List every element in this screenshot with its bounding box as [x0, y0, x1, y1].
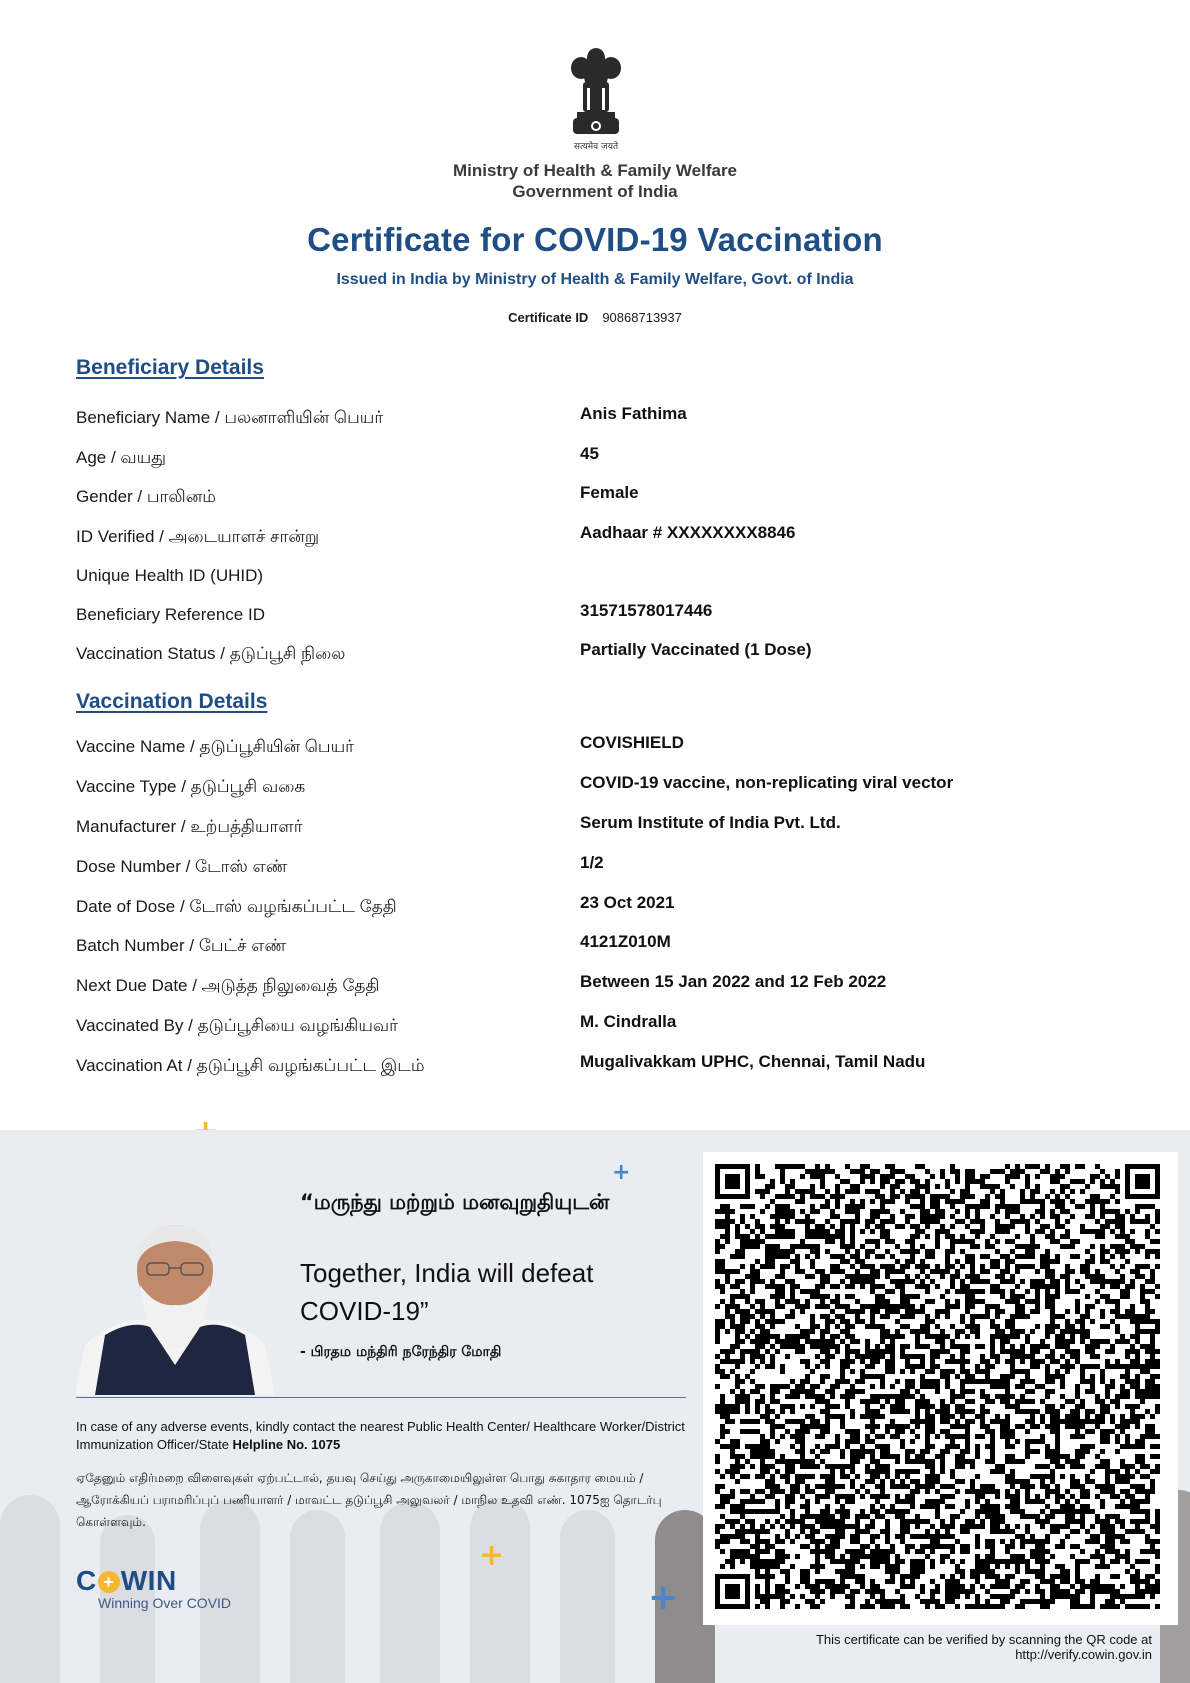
verification-url[interactable]: http://verify.cowin.gov.in	[1015, 1647, 1152, 1662]
national-emblem-icon	[565, 42, 627, 154]
ministry-name	[0, 160, 1190, 202]
emblem-motto: सत्यमेव जयते	[573, 142, 619, 152]
field-label: Age / வயது	[76, 448, 167, 467]
field-label: Vaccination At / தடுப்பூசி வழங்கப்பட்ட இடம்	[76, 1056, 425, 1075]
vaccination-details-heading: Vaccination Details	[76, 690, 268, 713]
field-label: Unique Health ID (UHID)	[76, 566, 264, 585]
verification-text: This certificate can be verified by scanning the QR code at	[815, 1632, 1152, 1647]
field-value: 45	[580, 444, 599, 463]
dose-number-row	[76, 853, 1136, 881]
certificate-subtitle: Issued in India by Ministry of Health & Family Welfare, Govt. of India	[336, 271, 854, 288]
age-row	[76, 444, 1136, 472]
beneficiary-details-heading: Beneficiary Details	[76, 356, 264, 379]
quote-attribution: - பிரதம மந்திரி நரேந்திர மோதி	[300, 1344, 502, 1360]
quote-tamil: “மருந்து மற்றும் மனவுறுதியுடன்	[300, 1190, 610, 1214]
field-label: Vaccine Type / தடுப்பூசி வகை	[76, 777, 306, 796]
field-value: Partially Vaccinated (1 Dose)	[580, 640, 812, 659]
vaccine-name-row	[76, 733, 1136, 761]
gender-row	[76, 483, 1136, 511]
qr-code-icon	[715, 1164, 1166, 1613]
verification-qr-code	[703, 1152, 1178, 1625]
ministry-line-1: Ministry of Health & Family Welfare	[452, 161, 738, 180]
field-label: Gender / பாலினம்	[76, 487, 216, 506]
adverse-events-notice-english	[76, 1418, 686, 1454]
manufacturer-row	[76, 813, 1136, 841]
id-verified-row	[76, 523, 1136, 551]
adverse-events-notice-tamil: ஏதேனும் எதிர்மறை விளைவுகள் ஏற்பட்டால், தயவு செய்து அருகாமையிலுள்ள பொது சுகாதார மையம் / ஆரோக்கியப் பராமரிப்புப் பணியாளர் / மாவட்ட தடுப்பூசி அலுவலர் / மாநில உதவி எண். 1075ஐ தொடர்பு கொள்ளவும்.	[76, 1471, 662, 1529]
batch-number-row	[76, 932, 1136, 960]
cowin-logo	[76, 1565, 231, 1611]
field-label: Beneficiary Reference ID	[76, 605, 265, 624]
vaccination-at-row	[76, 1052, 1136, 1080]
certificate-title: Certificate for COVID-19 Vaccination	[307, 221, 883, 258]
field-value: 31571578017446	[580, 601, 713, 620]
cowin-wordmark	[76, 1565, 231, 1597]
prime-minister-portrait	[75, 1215, 275, 1395]
field-value: Between 15 Jan 2022 and 12 Feb 2022	[580, 972, 887, 991]
field-value: COVID-19 vaccine, non-replicating viral vector	[580, 773, 954, 792]
adverse-events-text: In case of any adverse events, kindly contact the nearest Public Health Center/ Healthcare Worker/District Immunization Officer/State	[76, 1419, 685, 1452]
field-value: 23 Oct 2021	[580, 893, 675, 912]
certificate-id-value: 90868713937	[602, 310, 682, 325]
field-value: COVISHIELD	[580, 733, 684, 752]
field-value: Aadhaar # XXXXXXXX8846	[580, 523, 796, 542]
field-label: Date of Dose / டோஸ் வழங்கப்பட்ட தேதி	[76, 897, 397, 916]
date-of-dose-row	[76, 893, 1136, 921]
field-label: Manufacturer / உற்பத்தியாளர்	[76, 817, 303, 836]
field-value: Mugalivakkam UPHC, Chennai, Tamil Nadu	[580, 1052, 926, 1071]
field-label: ID Verified / அடையாளச் சான்று	[76, 527, 320, 546]
certificate-id	[0, 310, 1190, 325]
field-value: M. Cindralla	[580, 1012, 677, 1031]
field-value: Anis Fathima	[580, 404, 687, 423]
field-value: 4121Z010M	[580, 932, 671, 951]
vaccinated-by-row	[76, 1012, 1136, 1040]
silhouette-figure	[290, 1510, 345, 1683]
ministry-line-2: Government of India	[512, 182, 678, 201]
silhouette-figure	[0, 1495, 60, 1683]
helpline-number: Helpline No. 1075	[232, 1437, 341, 1452]
verification-notice	[692, 1632, 1152, 1662]
uhid-row	[76, 566, 1136, 590]
cowin-logo-c: C	[76, 1565, 97, 1596]
plus-icon: +	[479, 1538, 505, 1573]
field-label: Next Due Date / அடுத்த நிலுவைத் தேதி	[76, 976, 380, 995]
plus-icon: +	[98, 1571, 120, 1593]
cowin-tagline: Winning Over COVID	[98, 1595, 232, 1611]
field-label: Dose Number / டோஸ் எண்	[76, 857, 288, 876]
cowin-logo-win: WIN	[120, 1565, 177, 1596]
plus-icon: +	[648, 1577, 679, 1618]
footer-band	[0, 1130, 1190, 1683]
field-label: Vaccine Name / தடுப்பூசியின் பெயர்	[76, 737, 355, 756]
field-value: Serum Institute of India Pvt. Ltd.	[580, 813, 841, 832]
field-label: Vaccination Status / தடுப்பூசி நிலை	[76, 644, 346, 663]
field-label: Vaccinated By / தடுப்பூசியை வழங்கியவர்	[76, 1016, 399, 1035]
vaccination-status-row	[76, 640, 1136, 668]
field-label: Beneficiary Name / பலனாளியின் பெயர்	[76, 408, 384, 427]
field-value: Female	[580, 483, 639, 502]
beneficiary-reference-id-row	[76, 601, 1136, 629]
silhouette-figure	[560, 1510, 615, 1683]
plus-icon: +	[612, 1160, 631, 1185]
certificate-id-label: Certificate ID	[508, 310, 589, 325]
beneficiary-name-row	[76, 404, 1136, 432]
quote-english: Together, India will defeat COVID-19”	[300, 1258, 594, 1326]
vaccine-type-row	[76, 773, 1136, 801]
field-label: Batch Number / பேட்ச் எண்	[76, 936, 287, 955]
divider	[76, 1397, 686, 1398]
field-value: 1/2	[580, 853, 604, 872]
next-due-date-row	[76, 972, 1136, 1000]
